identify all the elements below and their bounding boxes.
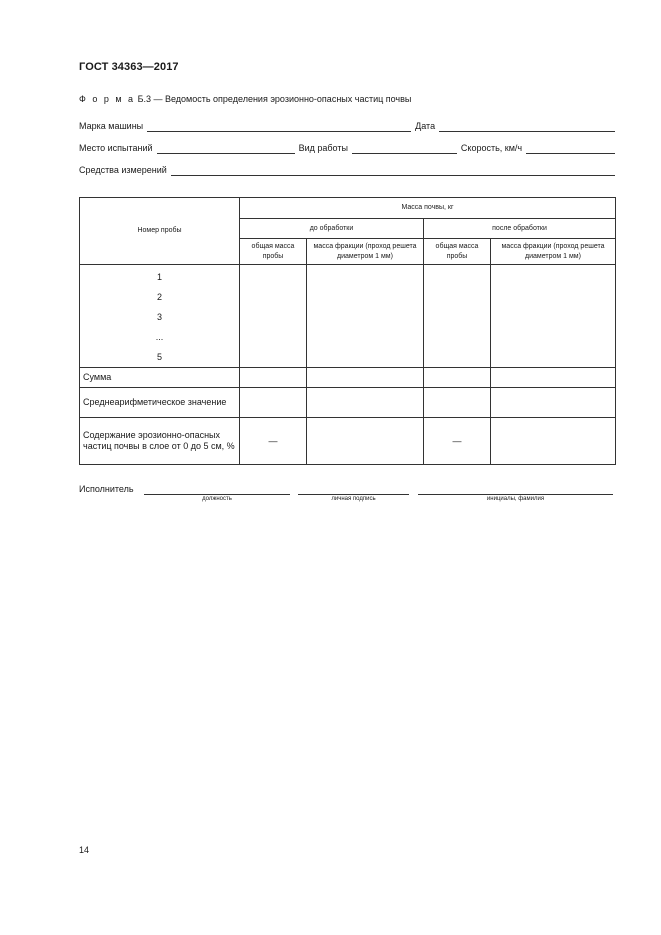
soil-mass-header: Масса почвы, кг: [240, 198, 616, 219]
form-caption-prefix: Ф о р м а: [79, 94, 136, 104]
place-work-speed-row: [79, 140, 615, 154]
before-processing-header: до обработки: [240, 219, 424, 239]
table-cell[interactable]: [491, 368, 616, 388]
signature-caption: личная подпись: [331, 496, 376, 502]
work-type-label: Вид работы: [298, 143, 348, 153]
sample-numbers-cell: [80, 265, 240, 368]
after-processing-header: после обработки: [424, 219, 616, 239]
position-caption: должность: [202, 496, 232, 502]
table-cell[interactable]: [307, 388, 424, 418]
table-cell[interactable]: [307, 368, 424, 388]
speed-field[interactable]: [526, 143, 615, 154]
machine-brand-field[interactable]: [147, 121, 411, 132]
initials-field[interactable]: [418, 494, 613, 495]
table-cell[interactable]: [240, 265, 307, 368]
sample-number: 1: [156, 272, 162, 282]
table-cell[interactable]: [491, 388, 616, 418]
test-place-label: Место испытаний: [79, 143, 153, 153]
form-caption: [79, 94, 411, 104]
sample-number: 2: [156, 292, 162, 302]
measurement-tools-field[interactable]: [171, 165, 615, 176]
sum-row-label: Сумма: [80, 368, 240, 388]
document-code: ГОСТ 34363—2017: [79, 61, 179, 73]
table-cell[interactable]: [491, 265, 616, 368]
page-number: 14: [79, 845, 90, 855]
sample-number: 3: [156, 312, 162, 322]
initials-caption: инициалы, фамилия: [486, 496, 545, 502]
table-cell[interactable]: [307, 418, 424, 465]
table-cell[interactable]: [424, 368, 491, 388]
after-fraction-mass-header: масса фракции (проход решета диаметром 1 мм): [491, 239, 616, 265]
form-caption-text: Б.3 — Ведомость определения эрозионно-опасных частиц почвы: [135, 94, 412, 104]
before-total-dash: —: [240, 418, 307, 465]
table-cell[interactable]: [424, 388, 491, 418]
table-cell[interactable]: [240, 388, 307, 418]
sample-number: ...: [155, 332, 164, 342]
mean-row-label: Среднеарифметическое значение: [80, 388, 240, 418]
signature-row: [79, 484, 615, 506]
measurement-tools-row: [79, 162, 615, 176]
date-field[interactable]: [439, 121, 615, 132]
position-field[interactable]: [144, 494, 290, 495]
table-cell[interactable]: [307, 265, 424, 368]
measurement-table: [79, 197, 616, 465]
machine-date-row: [79, 118, 615, 132]
table-cell[interactable]: [424, 265, 491, 368]
speed-label: Скорость, км/ч: [460, 143, 523, 153]
before-fraction-mass-header: масса фракции (проход решета диаметром 1 мм): [307, 239, 424, 265]
after-total-mass-header: общая масса пробы: [424, 239, 491, 265]
measurement-tools-label: Средства измерений: [79, 165, 167, 175]
date-label: Дата: [415, 121, 436, 131]
sample-number: 5: [156, 352, 162, 362]
signature-field[interactable]: [298, 494, 409, 495]
table-cell[interactable]: [491, 418, 616, 465]
executor-label: Исполнитель: [79, 484, 134, 494]
machine-brand-label: Марка машины: [79, 121, 144, 131]
content-row-label: Содержание эрозионно-опасных частиц почвы в слое от 0 до 5 см, %: [80, 418, 240, 465]
test-place-field[interactable]: [157, 143, 295, 154]
sample-number-header: Номер пробы: [80, 198, 240, 265]
work-type-field[interactable]: [352, 143, 457, 154]
table-cell[interactable]: [240, 368, 307, 388]
before-total-mass-header: общая масса пробы: [240, 239, 307, 265]
after-total-dash: —: [424, 418, 491, 465]
